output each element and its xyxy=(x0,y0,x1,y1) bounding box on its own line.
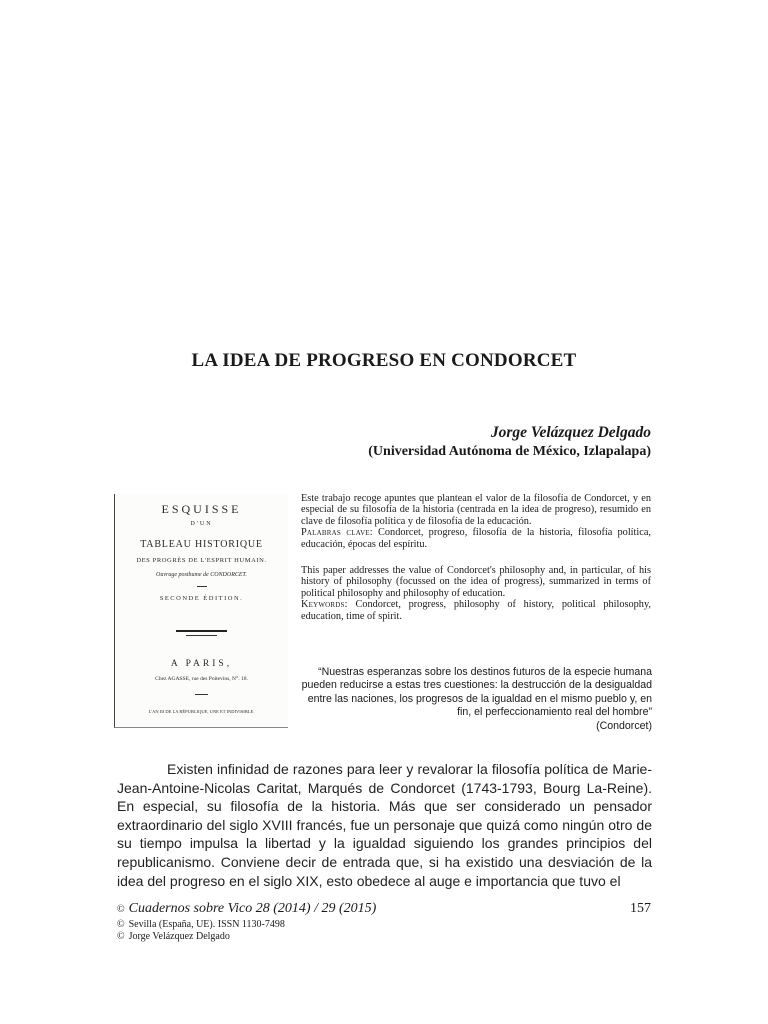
plate-line: TABLEAU HISTORIQUE xyxy=(140,539,263,550)
abstract-text: This paper addresses the value of Condorcet's philosophy and, in particular, of his history of philosophy (focussed on the idea of progress), summarized in terms of political philosophy and philosophy of education. xyxy=(301,565,651,599)
plate-line: DES PROGRÈS DE L'ESPRIT HUMAIN. xyxy=(136,557,267,564)
abstract-text: Este trabajo recoge apuntes que plantean el valor de la filosofía de Condorcet, y en especial de su filosofía de la historia (centrada en la idea de progreso), resumido en clave de filosofía política y de filosofía de la educación. xyxy=(301,493,651,527)
plate-line: A PARIS, xyxy=(170,659,233,669)
abstract-english xyxy=(301,565,651,622)
abstract-spanish xyxy=(301,493,651,550)
copyright-symbol: © xyxy=(117,919,125,930)
author-copyright xyxy=(117,931,230,943)
plate-rule xyxy=(176,630,227,632)
journal-name: Cuadernos sobre Vico 28 (2014) / 29 (2015) xyxy=(128,901,377,916)
plate-line: D'UN xyxy=(190,521,213,527)
keywords-label: Palabras clave: xyxy=(301,527,373,539)
plate-line: Ouvrage posthume de CONDORCET. xyxy=(156,572,247,578)
location-text: Sevilla (España, UE). ISSN 1130-7498 xyxy=(128,919,285,930)
author-copyright-text: Jorge Velázquez Delgado xyxy=(128,931,230,942)
epigraph xyxy=(301,666,652,733)
copyright-symbol: © xyxy=(117,904,125,915)
page-number: 157 xyxy=(630,901,651,916)
keywords-label: Keywords: xyxy=(301,599,348,611)
epigraph-line: fin, el perfeccionamiento real del hombre” xyxy=(457,706,652,719)
plate-rule xyxy=(197,586,207,587)
journal-location xyxy=(117,919,285,931)
plate-line: ESQUISSE xyxy=(161,502,242,516)
keywords-text: Condorcet, progress, philosophy of history, political philosophy, education, time of spirit. xyxy=(301,599,651,622)
author-affiliation: (Universidad Autónoma de México, Izlapalapa) xyxy=(368,444,651,459)
body-paragraph: Existen infinidad de razones para leer y revalorar la filosofía política de Marie-Jean-Antoine-Nicolas Caritat, Marqués de Condorcet (1743-1793, Bourg La-Reine). En especial, su filosofía de la historia. Más que ser considerado un pensador extraordinario del siglo XVIII francés, fue un personaje que quizá como ningún otro de su tiempo impulsa la libertad y la igualdad siguiendo los grandes principios del republicanismo. Conviene decir de entrada que, si ha existido una desviación de la idea del progreso en el siglo XIX, esto obedece al auge e importancia que tuvo el xyxy=(117,761,652,889)
plate-rule xyxy=(186,635,217,636)
epigraph-line: entre las naciones, los progresos de la igualdad en el mismo pueblo y, en xyxy=(307,692,652,705)
article-title: LA IDEA DE PROGRESO EN CONDORCET xyxy=(191,350,577,371)
epigraph-attribution: (Condorcet) xyxy=(596,719,652,732)
copyright-symbol: © xyxy=(117,931,125,942)
author-name: Jorge Velázquez Delgado xyxy=(490,424,651,441)
epigraph-line: “Nuestras esperanzas sobre los destinos futuros de la especie humana xyxy=(318,666,652,678)
title-page-image xyxy=(114,494,288,728)
keywords-text: Condorcet, progreso, filosofía de la historia, filosofía política, educación, épocas del espíritu. xyxy=(301,527,651,550)
plate-rule xyxy=(195,694,208,695)
plate-line: L'AN III DE LA RÉPUBLIQUE, UNE ET INDIVISIBLE. xyxy=(148,709,255,714)
epigraph-line: pueden reducirse a estas tres cuestiones: la destrucción de la desigualdad xyxy=(301,679,652,692)
plate-line: SECONDE ÉDITION. xyxy=(159,595,244,602)
journal-citation xyxy=(117,901,376,917)
plate-line: Chez AGASSE, rue des Poitevins, N°. 18. xyxy=(155,676,248,682)
